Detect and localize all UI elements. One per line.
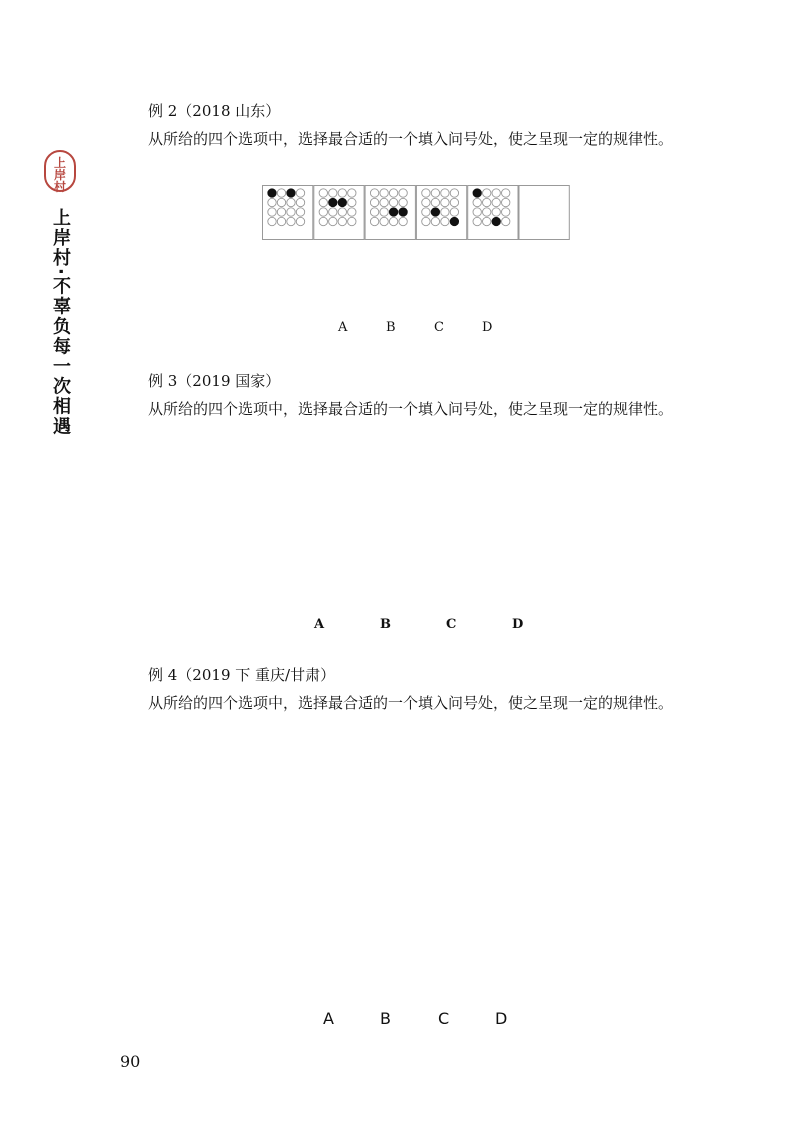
- ex2-stem-figure-5-dot: [483, 217, 491, 225]
- ex2-stem-figure-3-dot: [380, 217, 388, 225]
- ex2-stem-figure-4-dot: [431, 198, 439, 206]
- page-number: 90: [120, 1052, 141, 1071]
- example-2-stem-figures: [262, 185, 570, 240]
- example-2-prompt: 从所给的四个选项中，选择最合适的一个填入问号处，使之呈现一定的规律性。: [148, 130, 674, 148]
- option-label-b: B: [380, 617, 391, 632]
- ex2-stem-figure-2-dot: [329, 198, 337, 206]
- ex2-stem-figure-2-dot: [348, 198, 356, 206]
- ex2-stem-figure-4-dot: [441, 198, 449, 206]
- ex2-stem-figure-1-dot: [296, 208, 304, 216]
- example-4-title: 例 4（2019 下 重庆/甘肃）: [148, 666, 336, 684]
- example-4-stem-grid: [327, 751, 507, 929]
- option-label-d: D: [482, 320, 493, 335]
- ex2-stem-figure-2-dot: [319, 208, 327, 216]
- example-4: [118, 664, 698, 717]
- example-4-option-figures: [299, 943, 533, 1003]
- ex2-stem-figure-1-dot: [296, 198, 304, 206]
- ex2-stem-figure-3-dot: [389, 198, 397, 206]
- ex2-stem-figure-1-dot: [287, 217, 295, 225]
- ex2-stem-figure-4-dot: [431, 208, 439, 216]
- option-label-c: C: [434, 320, 444, 335]
- example-3-prompt: 从所给的四个选项中，选择最合适的一个填入问号处，使之呈现一定的规律性。: [148, 400, 674, 418]
- ex2-stem-figure-2-dot: [319, 189, 327, 197]
- ex2-stem-figure-2-dot: [338, 189, 346, 197]
- ex2-stem-figure-4-dot: [431, 189, 439, 197]
- example-3: [118, 370, 698, 423]
- ex2-stem-figure-1-dot: [277, 189, 285, 197]
- ex2-stem-figure-1-dot: [277, 208, 285, 216]
- ex2-stem-figure-2-dot: [329, 217, 337, 225]
- ex2-stem-figure-5-dot: [473, 217, 481, 225]
- ex2-stem-figure-3-dot: [370, 189, 378, 197]
- option-label-c: C: [438, 1009, 450, 1028]
- ex2-stem-figure-5-dot: [502, 217, 510, 225]
- option-label-a: A: [314, 617, 325, 632]
- ex2-stem-figure-1-dot: [287, 189, 295, 197]
- ex2-stem-figure-4-dot: [441, 217, 449, 225]
- ex2-stem-figure-1-dot: [277, 198, 285, 206]
- ex2-stem-figure-2-dot: [319, 217, 327, 225]
- ex2-stem-figure-4-dot: [431, 217, 439, 225]
- ex2-stem-figure-4-dot: [450, 208, 458, 216]
- ex2-stem-figure-3-dot: [399, 217, 407, 225]
- ex2-stem-figure-4-dot: [450, 217, 458, 225]
- ex2-stem-figure-1-dot: [287, 208, 295, 216]
- option-label-c: C: [446, 617, 457, 632]
- option-label-d: D: [512, 617, 524, 632]
- ex2-stem-figure-5-dot: [483, 189, 491, 197]
- ex2-stem-figure-2-dot: [338, 198, 346, 206]
- ex2-stem-figure-3-dot: [389, 217, 397, 225]
- ex2-stem-figure-3-dot: [380, 189, 388, 197]
- ex2-stem-figure-1-dot: [268, 208, 276, 216]
- ex2-stem-figure-4-dot: [422, 198, 430, 206]
- example-3-stem-figures: [215, 453, 617, 521]
- ex2-stem-figure-3-dot: [380, 208, 388, 216]
- sidebar-brand: [40, 150, 80, 437]
- ex2-question-cell: [519, 186, 569, 240]
- ex2-stem-figure-1-dot: [296, 189, 304, 197]
- ex2-stem-figure-4-dot: [422, 208, 430, 216]
- ex2-stem-figure-1-dot: [277, 217, 285, 225]
- ex2-stem-figure-3-dot: [389, 189, 397, 197]
- ex2-stem-figure-2-dot: [338, 208, 346, 216]
- ex2-stem-figure-2-dot: [329, 208, 337, 216]
- ex2-stem-figure-5-dot: [502, 189, 510, 197]
- sidebar-vertical-slogan: 上岸村·不辜负每一次相遇: [50, 208, 71, 437]
- ex2-stem-figure-1-dot: [287, 198, 295, 206]
- ex2-stem-figure-4-dot: [450, 189, 458, 197]
- ex2-stem-figure-1-dot: [268, 198, 276, 206]
- example-2-title: 例 2（2018 山东）: [148, 102, 281, 120]
- ex2-stem-figure-5-dot: [483, 208, 491, 216]
- ex2-stem-figure-2-dot: [348, 189, 356, 197]
- option-label-a: A: [323, 1009, 334, 1028]
- ex2-stem-figure-3-dot: [399, 198, 407, 206]
- ex2-stem-figure-5-dot: [492, 208, 500, 216]
- ex2-stem-figure-4-dot: [422, 189, 430, 197]
- option-label-d: D: [495, 1009, 508, 1028]
- example-3-option-figures: [285, 540, 551, 608]
- ex2-stem-figure-3-dot: [399, 189, 407, 197]
- option-label-b: B: [386, 320, 396, 335]
- example-4-option-labels: [299, 1009, 533, 1031]
- ex2-stem-figure-2-dot: [329, 189, 337, 197]
- ex2-stem-figure-2-dot: [348, 217, 356, 225]
- ex2-stem-figure-5-dot: [483, 198, 491, 206]
- example-4-prompt: 从所给的四个选项中，选择最合适的一个填入问号处，使之呈现一定的规律性。: [148, 694, 674, 712]
- ex2-stem-figure-5-dot: [492, 217, 500, 225]
- ex2-stem-figure-3-dot: [399, 208, 407, 216]
- ex2-stem-figure-5-dot: [502, 198, 510, 206]
- ex2-stem-figure-5-dot: [473, 198, 481, 206]
- ex2-stem-figure-2-dot: [319, 198, 327, 206]
- example-2-option-figures: [316, 257, 524, 312]
- ex2-stem-figure-1-dot: [296, 217, 304, 225]
- ex2-stem-figure-1-dot: [268, 217, 276, 225]
- ex2-stem-figure-5-dot: [473, 189, 481, 197]
- ex2-stem-figure-2-dot: [338, 217, 346, 225]
- ex2-stem-figure-3-dot: [370, 208, 378, 216]
- ex2-stem-figure-5-dot: [492, 189, 500, 197]
- ex2-stem-figure-5-dot: [502, 208, 510, 216]
- brand-seal-logo: 上 岸 村: [44, 150, 76, 192]
- ex2-stem-figure-3-dot: [370, 217, 378, 225]
- example-3-option-labels: [300, 617, 560, 635]
- ex2-stem-figure-5-dot: [492, 198, 500, 206]
- ex2-stem-figure-3-dot: [370, 198, 378, 206]
- ex2-stem-figure-1-dot: [268, 189, 276, 197]
- ex2-stem-figure-4-dot: [441, 189, 449, 197]
- ex2-stem-figure-4-dot: [450, 198, 458, 206]
- example-3-title: 例 3（2019 国家）: [148, 372, 281, 390]
- ex2-stem-figure-3-dot: [380, 198, 388, 206]
- option-label-a: A: [338, 320, 348, 335]
- ex2-stem-figure-4-dot: [422, 217, 430, 225]
- ex2-stem-figure-5-dot: [473, 208, 481, 216]
- ex2-stem-figure-3-dot: [389, 208, 397, 216]
- ex2-stem-figure-2-dot: [348, 208, 356, 216]
- example-2: [118, 100, 698, 153]
- ex2-stem-figure-4-dot: [441, 208, 449, 216]
- option-label-b: B: [380, 1009, 391, 1028]
- example-2-option-labels: [330, 320, 530, 338]
